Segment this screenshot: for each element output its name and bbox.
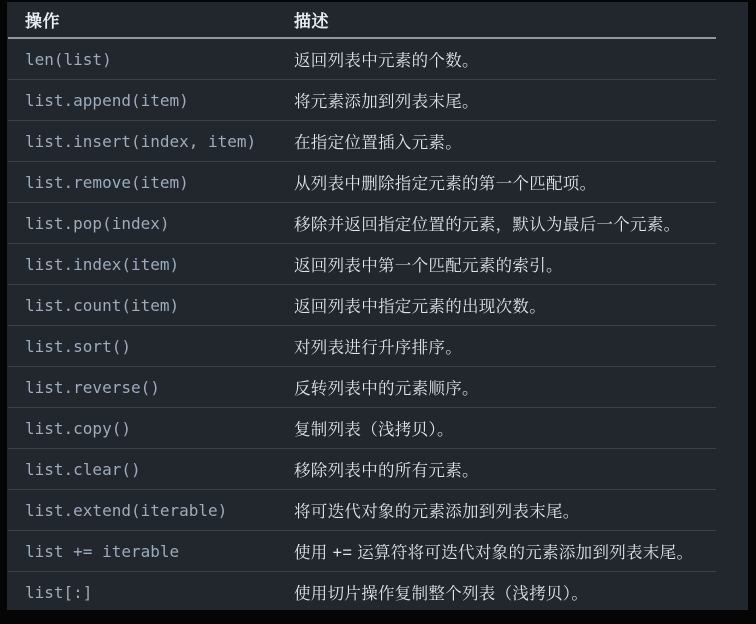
- operation-description: 在指定位置插入元素。: [277, 121, 716, 162]
- column-header-description: 描述: [277, 2, 716, 38]
- operation-code: list.count(item): [8, 285, 277, 326]
- table-row: [8, 531, 716, 572]
- operation-code: len(list): [8, 38, 277, 80]
- operation-code: list.insert(index, item): [8, 121, 277, 162]
- operation-description: 移除并返回指定位置的元素，默认为最后一个元素。: [277, 203, 716, 244]
- operation-description: 对列表进行升序排序。: [277, 326, 716, 367]
- operation-code: list.pop(index): [8, 203, 277, 244]
- table-row: [8, 244, 716, 285]
- operation-description: 返回列表中指定元素的出现次数。: [277, 285, 716, 326]
- table-row: [8, 367, 716, 408]
- operation-code: list += iterable: [8, 531, 277, 572]
- operation-description: 复制列表（浅拷贝）。: [277, 408, 716, 449]
- table-row: [8, 38, 716, 80]
- table-row: [8, 326, 716, 367]
- table-row: [8, 285, 716, 326]
- operation-description: 将元素添加到列表末尾。: [277, 80, 716, 121]
- operation-description: 移除列表中的所有元素。: [277, 449, 716, 490]
- document-panel: [7, 2, 748, 610]
- operation-code: list.clear(): [8, 449, 277, 490]
- operation-code: list.sort(): [8, 326, 277, 367]
- operation-description: 返回列表中第一个匹配元素的索引。: [277, 244, 716, 285]
- operation-description: 使用 += 运算符将可迭代对象的元素添加到列表末尾。: [277, 531, 716, 572]
- operation-code: list.reverse(): [8, 367, 277, 408]
- column-header-operation: 操作: [8, 2, 277, 38]
- operation-code: list.append(item): [8, 80, 277, 121]
- table-row: [8, 490, 716, 531]
- operation-code: list.extend(iterable): [8, 490, 277, 531]
- table-row: [8, 572, 716, 613]
- table-row: [8, 408, 716, 449]
- list-operations-table: [8, 2, 716, 612]
- table-row: [8, 121, 716, 162]
- table-row: [8, 162, 716, 203]
- operation-code: list[:]: [25, 582, 93, 602]
- operation-description: 返回列表中元素的个数。: [277, 38, 716, 80]
- table-row: [8, 449, 716, 490]
- operation-description: 反转列表中的元素顺序。: [277, 367, 716, 408]
- operation-code: list.remove(item): [8, 162, 277, 203]
- operation-code: list.index(item): [8, 244, 277, 285]
- table-header-row: [8, 2, 716, 38]
- operation-description: 将可迭代对象的元素添加到列表末尾。: [277, 490, 716, 531]
- operation-description: 从列表中删除指定元素的第一个匹配项。: [277, 162, 716, 203]
- table-row: [8, 80, 716, 121]
- operation-code: list.copy(): [8, 408, 277, 449]
- operation-description: 使用切片操作复制整个列表（浅拷贝）。: [294, 585, 589, 603]
- table-row: [8, 203, 716, 244]
